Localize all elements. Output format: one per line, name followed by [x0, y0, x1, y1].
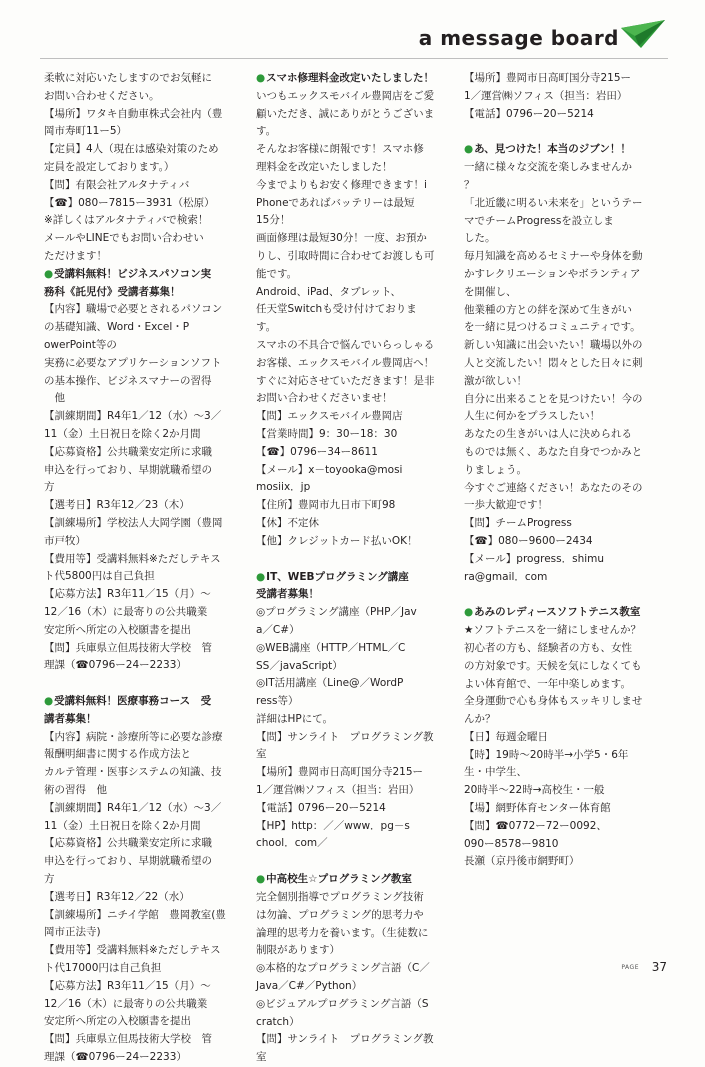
article-line: 岡市寿町11ー5）	[44, 125, 128, 138]
article-line: 制限があります）	[256, 944, 340, 957]
article-line: した。	[464, 232, 496, 245]
article-line: ◎プログラミング講座（PHP／Jav	[256, 606, 417, 619]
page-number: 37	[651, 960, 667, 974]
article-line: 申込を行っており、早期就職希望の	[44, 855, 212, 868]
article-line: 【応募資格】公共職業安定所に求職	[44, 837, 212, 850]
article-line: 理料金を改定いたしました！	[256, 160, 393, 173]
spacer	[256, 853, 459, 871]
article-line: 【選考日】R3年12／22（水）	[44, 890, 190, 903]
article-line: を一緒に見つけるコミュニティです。	[464, 321, 641, 334]
article-line: 一歩大歓迎です！	[464, 499, 548, 512]
article-line: 初心者の方も、経験者の方も、女性	[464, 641, 632, 654]
article-line: ？	[464, 178, 475, 191]
article-line: お問い合わせくださいませ！	[256, 392, 393, 405]
article-line: 詳細はHPにて。	[256, 712, 334, 725]
article-line: 理課（☎0796ー24ー2233）	[44, 1051, 187, 1064]
article-line: 【住所】豊岡市九日市下町98	[256, 499, 396, 512]
article-line: 1／運営㈱ソフィス（担当：岩田）	[464, 89, 628, 102]
article-line: ra@gmail．com	[464, 570, 548, 583]
article-line: かすレクリエーションやボランティア	[464, 267, 641, 280]
article-heading: ● あみのレディースソフトテニス教室	[464, 604, 667, 622]
article-line: 安定所へ所定の入校願書を提出	[44, 1015, 191, 1028]
article-line: Android、iPad、タブレット、	[256, 285, 402, 298]
article-line: 【他】クレジットカード払いOK！	[256, 534, 418, 547]
article-heading: ● 受講料無料！医療事務コース 受	[44, 693, 247, 711]
article-line: 【問】☎0772ー72ー0092、	[464, 819, 607, 832]
spacer	[464, 586, 667, 604]
article-line: 定員を設定しております。）	[44, 160, 175, 173]
article-line: すぐに対応させていただきます！是非	[256, 374, 435, 387]
article-line: んか？	[464, 713, 496, 726]
column-right	[464, 70, 667, 871]
article-line: 長瀬（京丹後市網野町）	[464, 855, 580, 868]
article-line: 090ー8578ー9810	[464, 837, 559, 850]
article-line: a／C#）	[256, 623, 300, 636]
article-line: 画面修理は最短30分！一度、お預か	[256, 232, 427, 245]
article-line: ト代17000円は自己負担	[44, 962, 162, 975]
article-heading: ● 中高校生☆プログラミング教室	[256, 871, 459, 889]
article-line: 方	[44, 873, 55, 886]
article-heading: ● IT、WEBプログラミング講座	[256, 569, 459, 587]
article-line: ★ソフトテニスを一緒にしませんか？	[464, 624, 641, 637]
article-line: 【☎】080ー7815ー3931（松原）	[44, 196, 215, 209]
article-line: chool．com／	[256, 837, 328, 850]
article-line: 新しい知識に出会いたい！職場以外の	[464, 339, 643, 352]
article-line: 【問】有限会社アルタナティバ	[44, 178, 190, 191]
article-line: の基本操作、ビジネスマナーの習得	[44, 374, 212, 387]
spacer	[44, 675, 247, 693]
article-line: いつもエックスモバイル豊岡店をご愛	[256, 89, 435, 102]
article-line: の方対象です。天候を気にしなくても	[464, 659, 642, 672]
article-line: 【応募方法】R3年11／15（月）～	[44, 979, 211, 992]
column-left	[44, 70, 247, 1067]
article-line: 【時】19時～20時半→小学5・6年	[464, 748, 629, 761]
article-line: 【内容】職場で必要とされるパソコン	[44, 303, 223, 316]
article-line: 完全個別指導でプログラミング技術	[256, 891, 424, 904]
article-line: を開催し、	[464, 285, 517, 298]
article-heading-cont: 務科《託児付》受講者募集！	[44, 285, 181, 298]
article-line: 【HP】http：／／www．pg－s	[256, 819, 410, 832]
article-line: 報酬明細書に関する作成方法と	[44, 748, 191, 761]
article-line: 柔軟に対応いたしますのでお気軽に	[44, 72, 212, 84]
article-line: 【電話】0796ー20ー5214	[256, 801, 386, 814]
article-line: 【問】チームProgress	[464, 517, 572, 530]
article-line: 12／16（木）に最寄りの公共職業	[44, 997, 208, 1010]
article-line: 【問】エックスモバイル豊岡店	[256, 410, 403, 423]
article-line: よい体育館で、一年中楽しめます。	[464, 677, 631, 690]
article-line: 【応募資格】公共職業安定所に求職	[44, 445, 212, 458]
article-line: は勿論、プログラミング的思考力や	[256, 908, 424, 921]
article-line: 【費用等】受講料無料※ただしテキス	[44, 944, 221, 957]
article-line: ◎WEB講座（HTTP／HTML／C	[256, 641, 406, 654]
article-line: 【内容】病院・診療所等に必要な診療	[44, 730, 223, 743]
article-line: 方	[44, 481, 55, 494]
article-heading: ● あ、見つけた！本当のジブン！！	[464, 141, 667, 159]
paper-plane-icon	[619, 18, 667, 54]
article-line: 【場所】豊岡市日高町国分寺215ー	[256, 766, 424, 779]
article-line: 室	[256, 748, 267, 761]
article-line: 15分！	[256, 214, 291, 227]
article-line: ◎本格的なプログラミング言語（C／	[256, 962, 430, 975]
article-line: 【定員】4人（現在は感染対策のため	[44, 143, 219, 156]
article-line: 人生に何かをプラスしたい！	[464, 410, 601, 423]
article-line: 「北近畿に明るい未来を」というテー	[464, 196, 643, 209]
article-line: 【選考日】R3年12／23（木）	[44, 499, 190, 512]
article-line: 実務に必要なアプリケーションソフト	[44, 356, 222, 369]
article-line: 市戸牧）	[44, 534, 86, 547]
article-line: 【問】サンライト プログラミング教	[256, 730, 434, 743]
article-line: 今までよりもお安く修理できます！i	[256, 178, 427, 191]
article-line: cratch）	[256, 1015, 300, 1028]
article-heading-cont: 受講者募集！	[256, 588, 319, 601]
article-line: 一緒に様々な交流を楽しみませんか	[464, 161, 632, 174]
article-line: owerPoint等の	[44, 338, 117, 351]
article-line: りし、引取時間に合わせてお渡しも可	[256, 249, 435, 262]
article-heading: ● 受講料無料！ビジネスパソコン実	[44, 266, 247, 284]
article-line: 【場所】ワタキ自動車株式会社内（豊	[44, 107, 223, 120]
article-line: ものでは無く、あなた自身でつかみと	[464, 445, 643, 458]
article-line: 他	[44, 392, 65, 405]
article-line: 申込を行っており、早期就職希望の	[44, 463, 212, 476]
article-heading: ● スマホ修理料金改定いたしました！	[256, 70, 459, 88]
article-line: 今すぐご連絡ください！あなたのその	[464, 481, 643, 494]
article-line: の基礎知識、Word・Excel・P	[44, 321, 190, 334]
article-line: マでチームProgressを設立しま	[464, 214, 614, 227]
article-line: mosiix．jp	[256, 481, 311, 494]
article-line: 安定所へ所定の入校願書を提出	[44, 623, 191, 636]
article-line: 理課（☎0796ー24ー2233）	[44, 659, 187, 672]
article-line: ただけます！	[44, 249, 107, 262]
article-line: 能です。	[256, 267, 298, 280]
article-line: 論理的思考力を養います。（生徒数に	[256, 926, 429, 939]
article-line: スマホの不具合で悩んでいらっしゃる	[256, 338, 435, 351]
article-line: 【☎】080ー9600ー2434	[464, 534, 593, 547]
article-line: 【場】網野体育センター体育館	[464, 802, 611, 815]
article-line: 他業種の方との絆を深めて生きがい	[464, 303, 632, 316]
article-line: ※詳しくはアルタナティバで検索！	[44, 214, 209, 227]
article-line: 【問】兵庫県立但馬技術大学校 管	[44, 641, 212, 654]
article-line: ress等）	[256, 695, 299, 708]
article-line: お客様、エックスモバイル豊岡店へ！	[256, 356, 435, 369]
article-line: 【☎】0796ー34ー8611	[256, 445, 378, 458]
article-line: 顧いただき、誠にありがとうございま	[256, 107, 435, 120]
article-line: 激が欲しい！	[464, 374, 527, 387]
article-line: 【応募方法】R3年11／15（月）～	[44, 588, 211, 601]
article-line: 毎月知識を高めるセミナーや身体を動	[464, 250, 643, 263]
article-line: そんなお客様に朗報です！スマホ修	[256, 143, 424, 156]
article-line: 11（金）土日祝日を除く2か月間	[44, 819, 201, 832]
article-line: Java／C#／Python）	[256, 980, 363, 993]
article-line: 【訓練場所】ニチイ学館 豊岡教室(豊	[44, 908, 226, 921]
article-line: 全身運動で心も身体もスッキリしませ	[464, 695, 643, 708]
spacer	[464, 123, 667, 141]
header-divider	[40, 58, 668, 59]
article-line: 【電話】0796ー20ー5214	[464, 107, 594, 120]
article-line: ◎ビジュアルプログラミング言語（S	[256, 997, 429, 1010]
article-line: す。	[256, 321, 277, 334]
page-title: a message board	[418, 26, 619, 50]
article-line: 【訓練期間】R4年1／12（水）～3／	[44, 801, 222, 814]
article-line: 術の習得 他	[44, 784, 107, 797]
article-line: 【問】サンライト プログラミング教	[256, 1033, 434, 1046]
article-line: 【訓練期間】R4年1／12（水）～3／	[44, 410, 222, 423]
article-heading-cont: 講者募集！	[44, 712, 97, 725]
article-line: 1／運営㈱ソフィス（担当：岩田）	[256, 784, 420, 797]
article-line: 【営業時間】9：30ー18：30	[256, 427, 398, 440]
article-line: 【休】不定休	[256, 516, 319, 529]
article-line: 岡市正法寺)	[44, 926, 101, 939]
spacer	[256, 551, 459, 569]
article-line: す。	[256, 125, 277, 138]
article-line: 【訓練場所】学校法人大岡学園（豊岡	[44, 516, 223, 529]
article-line: 人と交流したい！悶々とした日々に刺	[464, 356, 643, 369]
article-line: お問い合わせください。	[44, 89, 160, 102]
article-line: ト代5800円は自己負担	[44, 570, 155, 583]
article-line: 室	[256, 1051, 267, 1064]
article-line: 20時半～22時→高校生・一般	[464, 784, 605, 797]
page-header	[0, 0, 705, 62]
article-line: 生・中学生、	[464, 766, 527, 779]
article-line: あなたの生きがいは人に決められる	[464, 428, 632, 441]
article-line: 11（金）土日祝日を除く2か月間	[44, 427, 201, 440]
article-line: りましょう。	[464, 463, 527, 476]
article-line: SS／javaScript）	[256, 659, 343, 672]
article-line: 【メール】x－toyooka@mosi	[256, 463, 403, 476]
article-line: 【費用等】受講料無料※ただしテキス	[44, 552, 221, 565]
article-line: カルテ管理・医事システムの知識、技	[44, 766, 222, 779]
column-middle	[256, 70, 459, 1067]
article-line: Phoneであればバッテリーは最短	[256, 196, 415, 209]
article-line: 12／16（木）に最寄りの公共職業	[44, 605, 208, 618]
article-line: 【場所】豊岡市日高町国分寺215ー	[464, 72, 632, 84]
article-line: 【日】毎週金曜日	[464, 730, 548, 743]
article-line: 【メール】progress．shimu	[464, 552, 605, 565]
article-line: メールやLINEでもお問い合わせい	[44, 232, 204, 245]
page-label: PAGE	[621, 964, 639, 971]
article-line: 任天堂Switchも受け付けておりま	[256, 303, 417, 316]
article-line: 【問】兵庫県立但馬技術大学校 管	[44, 1033, 212, 1046]
article-line: ◎IT活用講座（Line@／WordP	[256, 677, 404, 690]
article-line: 自分に出来ることを見つけたい！今の	[464, 392, 643, 405]
